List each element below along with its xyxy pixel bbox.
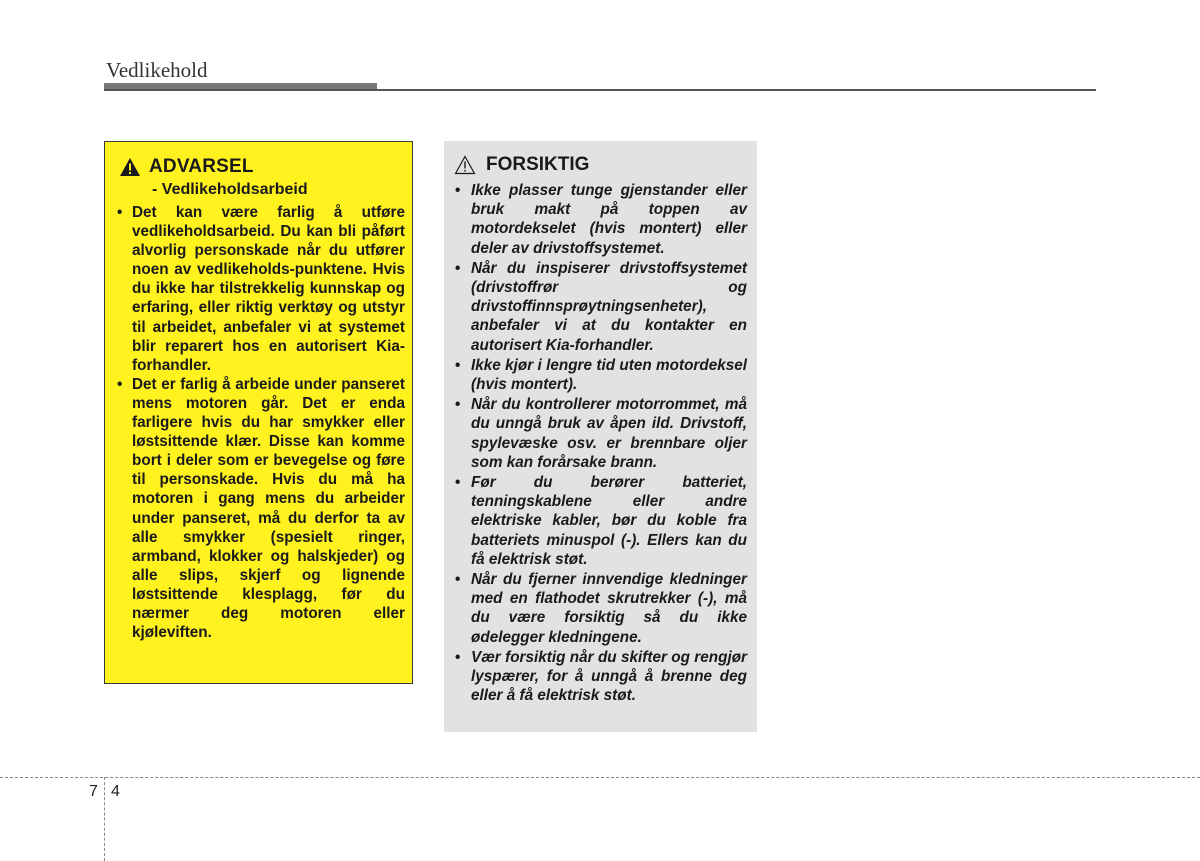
page-number: 4 — [111, 783, 120, 800]
caution-item — [454, 473, 747, 569]
caution-box — [444, 141, 757, 732]
caution-item — [454, 395, 747, 472]
caution-item — [454, 570, 747, 647]
bullet: • — [455, 356, 461, 374]
warning-box — [104, 141, 413, 684]
caution-item-text: Når du fjerner innvendige kledninger med en flathodet skrutrekker (-), må du være forsiktig så du ikke ødelegger kledningene. — [471, 571, 747, 646]
warning-triangle-icon — [119, 157, 141, 177]
caution-item-text: Vær forsiktig når du skifter og rengjør lyspærer, for å unngå å brenne deg eller å få elektrisk støt. — [471, 648, 747, 705]
warning-title: ADVARSEL — [149, 156, 254, 177]
caution-list — [454, 181, 747, 705]
caution-item-text: Ikke plasser tunge gjenstander eller bruk makt på toppen av motordekselet (hvis montert) eller deler av drivstoffsystemet. — [471, 182, 747, 257]
caution-item — [454, 356, 747, 394]
bullet: • — [455, 259, 461, 277]
caution-item-text: Før du berører batteriet, tenningskablene eller andre elektriske kabler, bør du koble fra batteriets minuspol (-). Ellers kan du få elektrisk støt. — [471, 474, 747, 568]
caution-header — [454, 153, 747, 177]
caution-item-text: Når du inspiserer drivstoffsystemet (drivstoffrør og drivstoffinnsprøytningsenheter), anbefaler vi at du kontakter en autorisert Kia-forhandler. — [471, 259, 747, 354]
caution-title: FORSIKTIG — [486, 154, 590, 175]
bullet: • — [455, 182, 461, 199]
caution-triangle-icon — [454, 155, 476, 175]
warning-item — [115, 375, 405, 642]
warning-header — [115, 156, 405, 178]
footer-vertical-dashed-rule — [104, 777, 105, 861]
caution-item-text: Når du kontrollerer motorrommet, må du unngå bruk av åpen ild. Drivstoff, spylevæske osv. er brennbare oljer som kan forårsake brann. — [471, 396, 747, 471]
caution-item-text: Ikke kjør i lengre tid uten motordeksel (hvis montert). — [471, 356, 747, 394]
bullet: • — [455, 648, 461, 666]
bullet: • — [117, 375, 123, 393]
caution-item — [454, 648, 747, 706]
section-title: Vedlikehold — [106, 58, 208, 82]
footer-dashed-rule — [0, 777, 1200, 778]
header-rule-thin — [104, 89, 1096, 91]
page-chapter-number: 7 — [89, 783, 98, 800]
warning-subtitle: - Vedlikeholdsarbeid — [152, 181, 308, 198]
bullet: • — [455, 396, 461, 414]
warning-item-text: Det er farlig å arbeide under panseret mens motoren går. Det er enda farligere hvis du har smykker eller løstsittende klær. Disse kan komme bort i deler som er bevegelse og føre til personskade. Hvis du må ha motoren i gang mens du arbeider under panseret, må du derfor ta av alle smykker (spesielt ringer, armband, klokker og halskjeder) og alle slips, skjerf og lignende løstsittende klesplagg, før du nærmer deg motoren eller kjøleviften. — [132, 375, 405, 642]
bullet: • — [117, 204, 123, 221]
warning-list — [115, 203, 405, 642]
caution-item — [454, 181, 747, 258]
caution-item — [454, 259, 747, 355]
warning-item-text: Det kan være farlig å utføre vedlikeholdsarbeid. Du kan bli påført alvorlig personskade når du utfører noen av vedlikeholds-punktene. Hvis du ikke har tilstrekkelig kunnskap og erfaring, eller riktig verktøy og utstyr til arbeidet, anbefaler vi at systemet blir reparert hos en autorisert Kia-forhandler. — [132, 204, 405, 374]
bullet: • — [455, 571, 461, 589]
warning-item — [115, 203, 405, 375]
bullet: • — [455, 474, 461, 492]
